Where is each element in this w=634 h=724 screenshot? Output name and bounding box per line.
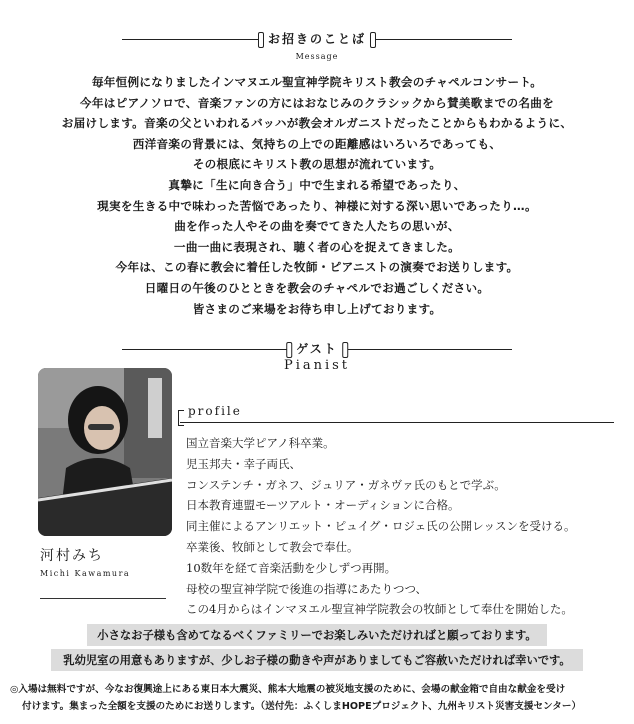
message-line: 今年は、この春に教会に着任した牧師・ピアニストの演奏でお送りします。 <box>115 260 519 275</box>
message-line: お届けします。音楽の父といわれるバッハが教会オルガニストだったことからもわかるように、 <box>61 116 573 131</box>
nursery-notice <box>0 649 634 671</box>
message-heading <box>122 30 512 70</box>
pianist-name: 河村みち <box>40 548 104 564</box>
message-line: 一曲一曲に表現され、聴く者の心を捉えてきました。 <box>173 239 461 254</box>
message-line: 西洋音楽の背景には、気持ちの上での距離感はいろいろであっても、 <box>132 136 502 151</box>
message-line: 今年はピアノソロで、音楽ファンの方にはおなじみのクラシックから賛美歌までの名曲を <box>79 95 555 110</box>
profile-item: 卒業後、牧師として教会で奉仕。 <box>186 539 359 554</box>
family-notice-text: 小さなお子様も含めてなるべくファミリーでお楽しみいただければと願っております。 <box>87 624 546 646</box>
profile-item: 同主催によるアンリエット・ピュイグ・ロジェ氏の公開レッスンを受ける。 <box>186 519 576 534</box>
message-line: 毎年恒例になりましたインマヌエル聖宣神学院キリスト教会のチャペルコンサート。 <box>91 75 543 89</box>
donation-note <box>10 681 622 715</box>
profile-item: コンステンチ・ガネフ、ジュリア・ガネヴァ氏のもとで学ぶ。 <box>186 477 506 492</box>
profile-item: 10数年を経て音楽活動を少しずつ再開。 <box>186 560 397 575</box>
guest-heading <box>122 340 512 380</box>
message-line: 現実を生きる中で味わった苦悩であったり、神様に対する深い思いであったり…。 <box>97 198 537 213</box>
message-title: お招きのことば <box>260 30 374 47</box>
family-notice <box>0 624 634 646</box>
name-divider <box>40 598 166 599</box>
profile-rule <box>180 422 614 423</box>
profile-list <box>186 433 616 620</box>
profile-heading <box>178 404 614 424</box>
nursery-notice-text: 乳幼児室の用意もありますが、少しお子様の動きや声がありましてもご容赦いただければ幸いです。 <box>51 649 582 671</box>
message-line: 日曜日の午後のひとときを教会のチャペルでお過ごしください。 <box>144 280 490 295</box>
profile-item: 母校の聖宣神学院で後進の指導にあたりつつ、 <box>186 581 428 596</box>
pianist-photo-illustration <box>38 368 172 536</box>
donation-note-line: 付けます。集まった全額を支援のためにお送りします。（送付先：ふくしまHOPEプロジェクト、九州キリスト災害支援センター） <box>22 701 582 712</box>
profile-item: 国立音楽大学ピアノ科卒業。 <box>186 436 335 450</box>
message-line: 曲を作った人やその曲を奏でてきた人たちの思いが、 <box>174 219 460 234</box>
profile-item: 日本教育連盟モーツアルト・オーディションに合格。 <box>186 498 460 513</box>
profile-bracket <box>178 410 184 426</box>
pianist-name-english: Michi Kawamura <box>40 569 131 578</box>
profile-item: この4月からはインマヌエル聖宣神学院教会の牧師として奉仕を開始した。 <box>186 602 573 617</box>
message-body <box>30 72 604 319</box>
pianist-photo <box>38 368 172 536</box>
message-line: その根底にキリスト教の思想が流れています。 <box>192 157 442 172</box>
donation-note-line: ◎入場は無料ですが、今なお復興途上にある東日本大震災、熊本大地震の被災地支援のために、会場の献金箱で自由な献金を受け <box>10 684 566 695</box>
profile-label: profile <box>188 404 242 418</box>
message-line: 皆さまのご来場をお待ち申し上げております。 <box>192 301 442 316</box>
guest-subtitle: Pianist <box>283 358 351 373</box>
message-line: 真摯に「生に向き合う」中で生まれる希望であったり、 <box>168 177 466 192</box>
profile-item: 児玉邦夫・幸子両氏、 <box>186 456 301 471</box>
guest-title: ゲスト <box>288 340 346 357</box>
message-subtitle: Message <box>295 52 339 61</box>
